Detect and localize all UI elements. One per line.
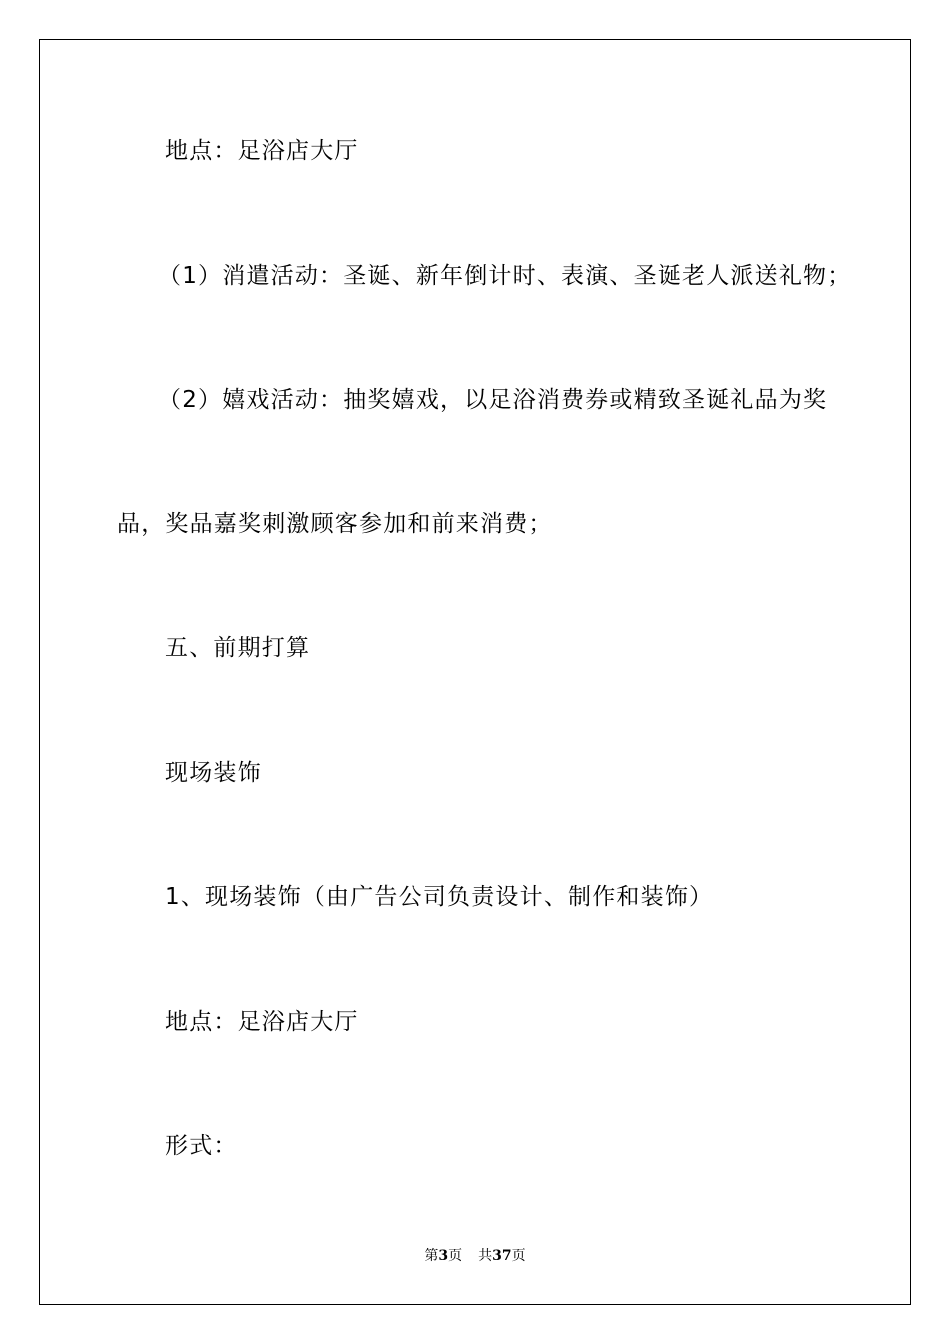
paragraph-game-activities: （2）嬉戏活动：抽奖嬉戏，以足浴消费券或精致圣诞礼品为奖 bbox=[158, 387, 828, 413]
footer-page-number: 3 bbox=[438, 1248, 449, 1264]
page-border bbox=[39, 39, 911, 1305]
footer-total-suffix: 页 bbox=[511, 1248, 526, 1264]
subheading-venue-decoration: 现场装饰 bbox=[165, 760, 262, 786]
paragraph-venue-decoration-item: 1、现场装饰（由广告公司负责设计、制作和装饰） bbox=[165, 884, 714, 910]
paragraph-location: 地点：足浴店大厅 bbox=[165, 138, 359, 164]
footer-total-prefix: 共 bbox=[478, 1248, 493, 1264]
page-footer bbox=[0, 1247, 950, 1265]
paragraph-game-activities-continued: 品，奖品嘉奖刺激顾客参加和前来消费； bbox=[117, 511, 553, 537]
paragraph-entertainment-activities: （1）消遣活动：圣诞、新年倒计时、表演、圣诞老人派送礼物； bbox=[158, 263, 852, 289]
footer-total-number: 37 bbox=[492, 1248, 512, 1264]
footer-page-suffix: 页 bbox=[448, 1248, 463, 1264]
paragraph-format: 形式： bbox=[165, 1133, 238, 1159]
footer-page-prefix: 第 bbox=[424, 1248, 439, 1264]
section-heading-preparation: 五、前期打算 bbox=[165, 635, 311, 661]
paragraph-location-2: 地点：足浴店大厅 bbox=[165, 1009, 359, 1035]
